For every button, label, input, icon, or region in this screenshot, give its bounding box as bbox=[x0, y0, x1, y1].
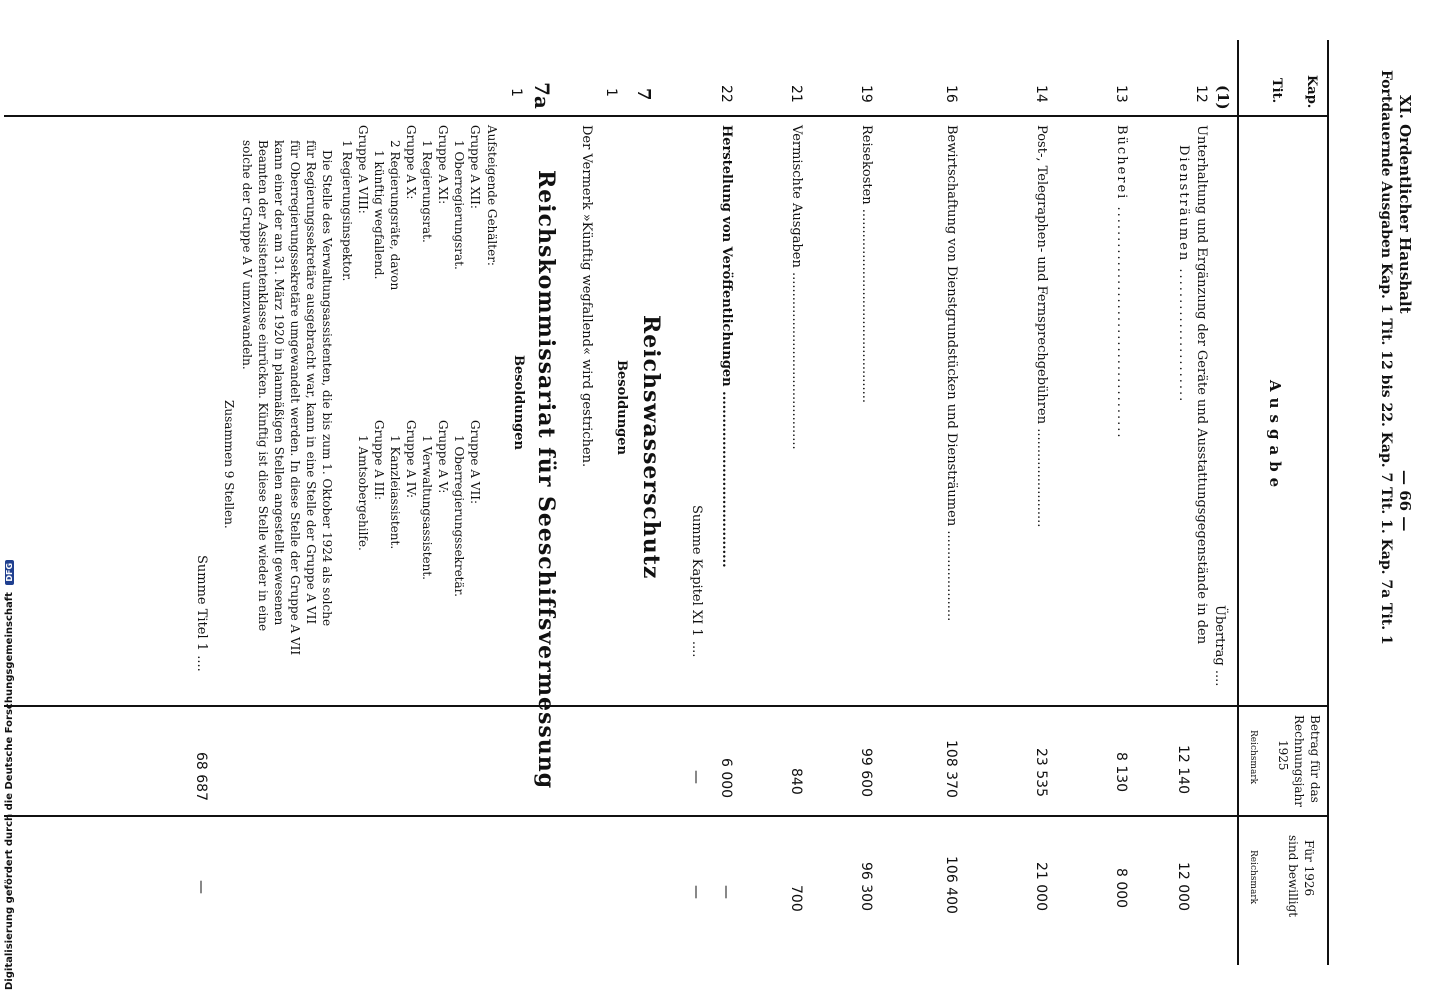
note-line: kann einer der am 31. März 1920 in planmäßigen Stellen angestellt gewesenen bbox=[272, 140, 286, 626]
row-13-value-1925: 8 130 bbox=[1113, 752, 1129, 793]
note-line: Beamten der Assistentenklasse einrücken. Künftig ist diese Stelle wieder in eine bbox=[256, 140, 270, 632]
row-14-label: Post-, Telegraphen- und Fernsprechgebühren ........................ bbox=[1034, 125, 1049, 528]
tit-13: 13 bbox=[1113, 85, 1129, 103]
kap-7a-number: 7a bbox=[530, 82, 554, 109]
kap-1-label: (1) bbox=[1214, 85, 1232, 110]
sum-kapitel-value-1926: — bbox=[688, 885, 704, 899]
kap-7a-subtitle: Besoldungen bbox=[511, 355, 526, 450]
digitization-footer bbox=[4, 560, 15, 990]
tit-14: 14 bbox=[1033, 85, 1049, 103]
sum-kapitel-label: Summe Kapitel XI 1 .... bbox=[689, 505, 704, 658]
position-line: 1 Oberregierungssekretär. bbox=[452, 435, 466, 597]
page-subtitle: Fortdauernde Ausgaben Kap. 1 Tit. 12 bis 22. Kap. 7 Tit. 1. Kap. 7a Tit. 1 bbox=[1378, 70, 1394, 645]
row-21-label: Vermischte Ausgaben ........................................... bbox=[789, 125, 804, 450]
position-line: 1 künftig wegfallend. bbox=[372, 150, 386, 280]
kap-7-text: Der Vermerk »Künftig wegfallend« wird gestrichen. bbox=[579, 125, 594, 468]
row-22-label: Herstellung von Veröffentlichungen ....................................... bbox=[719, 125, 734, 568]
row-21-value-1925: 840 bbox=[788, 768, 804, 795]
row-13-value-1926: 8 000 bbox=[1113, 868, 1129, 909]
tit-22: 22 bbox=[718, 85, 734, 103]
col2-unit: Reichsmark bbox=[1248, 850, 1258, 905]
row-22-value-1926: — bbox=[718, 885, 734, 899]
row-16-value-1925: 108 370 bbox=[943, 740, 959, 798]
col1-header-line1: Betrag für das bbox=[1308, 715, 1322, 803]
col-kap-rule bbox=[4, 115, 1329, 117]
note-line: für Oberregierungssekretäre umgewandelt werden. In diese Stelle der Gruppe A VII bbox=[288, 140, 302, 656]
dfg-logo: DFG bbox=[5, 560, 14, 585]
col-kap-header: Kap. bbox=[1304, 75, 1319, 109]
position-line: Gruppe A XII: bbox=[468, 125, 482, 209]
row-16-label: Bewirtschaftung von Dienstgrundstücken und Diensträumen ...................... bbox=[944, 125, 959, 622]
section-title: XI. Ordentlicher Haushalt bbox=[1396, 95, 1414, 314]
kap-7a-tit-1: 1 bbox=[508, 88, 524, 97]
kap-7-subtitle: Besoldungen bbox=[614, 360, 629, 455]
total-positions: Zusammen 9 Stellen. bbox=[222, 400, 236, 529]
col2-header-line2: sind bewilligt bbox=[1286, 835, 1300, 918]
sum-kapitel-value-1925: — bbox=[688, 770, 704, 784]
position-line: 2 Regierungsräte, davon bbox=[388, 140, 402, 291]
position-line: 1 Regierungsinspektor. bbox=[340, 140, 354, 282]
col-amount-rule bbox=[4, 705, 1329, 707]
row-12-label-1: Unterhaltung und Ergänzung der Geräte und Ausstattungsgegenstände in den bbox=[1194, 125, 1209, 645]
col-ausgabe-header: Ausgabe bbox=[1266, 380, 1284, 494]
kap-7-tit-1: 1 bbox=[603, 88, 619, 97]
position-line: 1 Verwaltungsassistent. bbox=[420, 435, 434, 580]
sum-titel-value-1926: — bbox=[193, 880, 209, 894]
table-header-rule bbox=[1237, 40, 1239, 965]
col-amount2-rule bbox=[4, 815, 1329, 817]
kap-7-number: 7 bbox=[633, 88, 654, 101]
row-14-value-1926: 21 000 bbox=[1033, 862, 1049, 911]
row-22-value-1925: 6 000 bbox=[718, 758, 734, 799]
position-line: Gruppe A VII: bbox=[468, 420, 482, 504]
tit-21: 21 bbox=[788, 85, 804, 103]
note-line: für Regierungssekretäre ausgebracht war, kann in eine Stelle der Gruppe A VII bbox=[304, 140, 318, 625]
kap-7-title: Reichswasserschutz bbox=[638, 315, 664, 580]
row-12-label-2: Diensträumen ...................... bbox=[1176, 145, 1191, 404]
col1-header-line3: 1925 bbox=[1276, 740, 1290, 771]
sum-titel-label: Summe Titel 1 .... bbox=[194, 555, 209, 672]
position-line: Gruppe A X: bbox=[404, 125, 418, 200]
kap-7a-title: Reichskommissariat für Seeschiffsvermessung bbox=[533, 170, 559, 790]
position-line: 1 Regierungsrat. bbox=[420, 140, 434, 243]
table-top-rule bbox=[1327, 40, 1329, 965]
position-line: Gruppe A IV: bbox=[404, 420, 418, 499]
col2-header-line1: Für 1926 bbox=[1302, 840, 1316, 897]
position-line: 1 Kanzleiassistent. bbox=[388, 435, 402, 550]
note-line: solche der Gruppe A V umzuwandeln. bbox=[240, 140, 254, 370]
uebertrag-label: Übertrag .... bbox=[1212, 605, 1227, 687]
position-line: Gruppe A V: bbox=[436, 420, 450, 494]
position-line: Gruppe A III: bbox=[372, 420, 386, 501]
row-19-label: Reisekosten ............................................... bbox=[859, 125, 874, 404]
tit-16: 16 bbox=[943, 85, 959, 103]
row-21-value-1926: 700 bbox=[788, 885, 804, 912]
page-number: — 66 — bbox=[1396, 470, 1414, 532]
col-tit-header: Tit. bbox=[1269, 78, 1284, 104]
position-line: Aufsteigende Gehälter: bbox=[485, 125, 499, 266]
row-19-value-1926: 96 300 bbox=[858, 862, 874, 911]
sum-titel-value-1925: 68 687 bbox=[193, 752, 209, 801]
note-line: Die Stelle des Verwaltungsassistenten, die bis zum 1. Oktober 1924 als solche bbox=[320, 150, 334, 627]
position-line: 1 Amtsobergehilfe. bbox=[356, 435, 370, 551]
row-13-label: Bücherei ...................................... bbox=[1114, 125, 1129, 440]
col1-unit: Reichsmark bbox=[1248, 730, 1258, 785]
row-19-value-1925: 99 600 bbox=[858, 748, 874, 797]
footer-text: Digitalisierung gefördert durch die Deutsche Forschungsgemeinschaft bbox=[4, 592, 15, 990]
position-line: Gruppe A XI: bbox=[436, 125, 450, 205]
row-12-value-1925: 12 140 bbox=[1175, 745, 1191, 794]
tit-12: 12 bbox=[1193, 85, 1209, 103]
tit-19: 19 bbox=[858, 85, 874, 103]
row-12-value-1926: 12 000 bbox=[1175, 862, 1191, 911]
position-line: Gruppe A VIII: bbox=[356, 125, 370, 214]
row-16-value-1926: 106 400 bbox=[943, 856, 959, 914]
position-line: 1 Oberregierungsrat. bbox=[452, 140, 466, 270]
col1-header-line2: Rechnungsjahr bbox=[1292, 715, 1306, 807]
row-14-value-1925: 23 535 bbox=[1033, 748, 1049, 797]
